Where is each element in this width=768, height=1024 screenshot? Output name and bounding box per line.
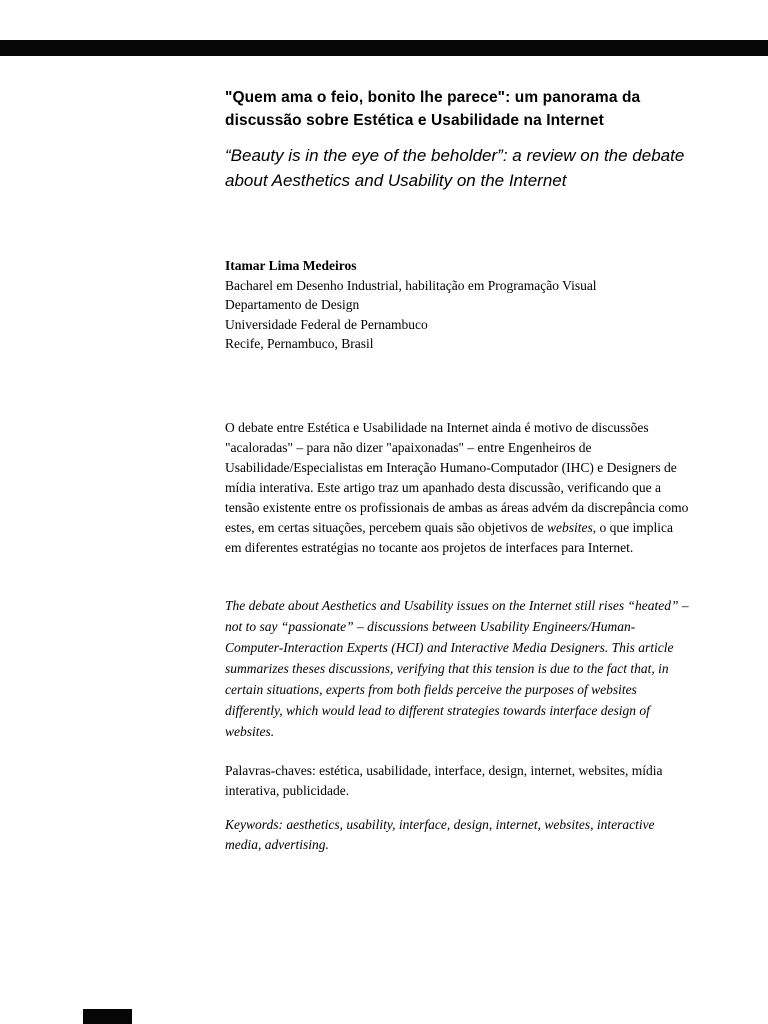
author-location-line: Recife, Pernambuco, Brasil [225, 336, 374, 351]
author-university-line: Universidade Federal de Pernambuco [225, 316, 428, 332]
paper-title-english: “Beauty is in the eye of the beholder”: a review on the debate about Aesthetics and Usability on the Internet [225, 146, 685, 190]
author-credential-line: Bacharel em Desenho Industrial, habilitação em Programação Visual [225, 277, 597, 293]
abstract-english: The debate about Aesthetics and Usability issues on the Internet still rises “heated” – not to say “passionate” – discussions between Usability Engineers/Human-Computer-Interaction Experts (HCI) and Interactive Media Designers. This article summarizes theses discussions, verifying that this tension is due to the fact that, in certain situations, experts from both fields perceive the purposes of websites differently, which would lead to different strategies towards interface design of websites. [225, 598, 689, 739]
scan-artifact-bottom-mark [83, 1009, 132, 1024]
author-block [225, 256, 695, 354]
author-name: Itamar Lima Medeiros [225, 258, 357, 273]
paper-title-portuguese: "Quem ama o feio, bonito lhe parece": um panorama da discussão sobre Estética e Usabilidade na Internet [225, 89, 641, 129]
keywords-english: Keywords: aesthetics, usability, interface, design, internet, websites, interactive media, advertising. [225, 817, 655, 852]
keywords-portuguese: Palavras-chaves: estética, usabilidade, interface, design, internet, websites, mídia interativa, publicidade. [225, 763, 663, 798]
abstract-portuguese: O debate entre Estética e Usabilidade na Internet ainda é motivo de discussões "acaloradas" – para não dizer "apaixonadas" – entre Engenheiros de Usabilidade/Especialistas em Interação Humano-Computador (IHC) e Designers de mídia interativa. Este artigo traz um apanhado desta discussão, verificando que a tensão existente entre os profissionais de ambas as áreas advém da discrepância como estes, em certas situações, percebem quais são objetivos de websites, o que implica em diferentes estratégias no tocante aos projetos de interfaces para Internet. [225, 420, 689, 555]
author-department-line: Departamento de Design [225, 297, 360, 312]
scan-artifact-top-bar [0, 40, 768, 56]
